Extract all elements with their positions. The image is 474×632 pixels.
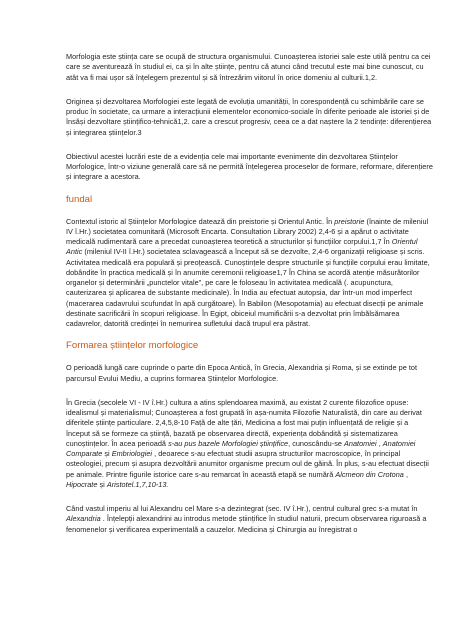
- alexandria-paragraph: Când vastul imperiu al lui Alexandru cel Mare s-a dezintegrat (sec. IV î.Hr.), centrul cultural grec s-a mutat în Alexandria . Înțelepții alexandrini au introdus metode științifice în studiul naturii, precum observarea riguroasă a fenomenelor și verificarea experimentală a cauzelor. Medicina și Chirurgia au înregistrat o: [66, 504, 427, 534]
- section-heading-formarea: Formarea științelor morfologice: [66, 340, 199, 352]
- origin-paragraph: Originea și dezvoltarea Morfologiei este legată de evoluția umanității, în corespondență cu schimbările care se produc în societate, ca urmare a interacțiunii elementelor economico-sociale în diferite perioade ale istoriei și de însăși dezvoltare științifico-tehnică1,2. care a crescut progresiv, ceea ce a dat naștere la 2 tendințe: diferențierea și integrarea științelor.3: [66, 96, 432, 137]
- long-period-paragraph: O perioadă lungă care cuprinde o parte din Epoca Antică, în Grecia, Alexandria și Roma, și se extinde pe tot parcursul Evului Mediu, a cuprins formarea Științelor Morfologice.: [66, 363, 417, 383]
- section-heading-fundal: fundal: [66, 193, 93, 205]
- historical-context-paragraph: Contextul istoric al Științelor Morfologice datează din preistorie și Orientul Antic. În preistorie (înainte de mileniul IV î.Hr.) societatea comunitară (Microsoft Encarta. Consultation Library 2002) 2,4-6 și a apărut o activitate medicală rudimentară care a precedat cunoașterea teoretică a structurilor și funcțiilor corpului.1,7 În Orientul Antic (mileniul IV-II î.Hr.) societatea sclavagească a început să se dezvolte, 2,4-6 organizații religioase și scris. Activitatea medicală era populară și preoțească. Cunoștințele despre structurile și funcțiile corpului erau limitate, dobândite în practica medicală și în anumite ceremonii religioase1,7 În China se acordă atenție măsurătorilor organelor și determinării „punctelor vitale”, pe care le foloseau în activitatea medicală (. acupunctura, cauterizarea și aplicarea de substante medicinale). În India au efectuat autopsia, dar într-un mod imperfect (macerarea cadavrului scufundat în apă curgătoare). În Babilon (Mesopotamia) au efectuat disecții pe animale destinate sacrificării în scopuri religioase. În Egipt, obiceiul mumificării s-a dezvoltat prin îmbălsămarea cadavrelor, datorită credinței în nemurirea sufletului dacă trupul era păstrat.: [66, 216, 430, 328]
- intro-paragraph: Morfologia este știința care se ocupă de structura organismului. Cunoașterea istoriei sale este utilă pentru ca cei care se aventurează în studiul ei, ca și în alte științe, pentru că atunci când trecutul este mai bine cunoscut, cu atât va fi mai ușor să înțelegem prezentul și să întrezărim viitorul în orice domeniu al culturii.1,2.: [66, 52, 431, 82]
- greece-paragraph: În Grecia (secolele VI - IV î.Hr.) cultura a atins splendoarea maximă, au existat 2 curente filozofice opuse: idealismul și materialismul; Cunoașterea a fost grupată în așa-numita Filozofie Naturalistă, din care au derivat diferitele științe particulare. 2,4,5,8-10 Față de alte țări, Medicina a fost mai puțin influențată de religie și a început să se formeze ca știință, bazată pe observarea directă, experiența dobândită și sistematizarea cunoștințelor. În acea perioadă s-au pus bazele Morfologiei științifice, cunoscându-se Anatomiei , Anatomiei Comparate și Embriologiei , deoarece s-au efectuat studii asupra structurilor macroscopice, în principal osteologiei, precum și asupra dezvoltării anumitor organisme precum oul de găină. În plus, s-au efectuat disecții pe animale. Printre figurile istorice care s-au remarcat în această etapă se numără Alcmeon din Crotona , Hipocrate și Aristotel.1,7,10-13.: [66, 397, 429, 489]
- objective-paragraph: Obiectivul acestei lucrări este de a evidenția cele mai importante evenimente din dezvoltarea Științelor Morfologice, într-o viziune generală care să ne permită înțelegerea proceselor de formare, reformare, diferențiere și integrare a acestora.: [66, 151, 433, 182]
